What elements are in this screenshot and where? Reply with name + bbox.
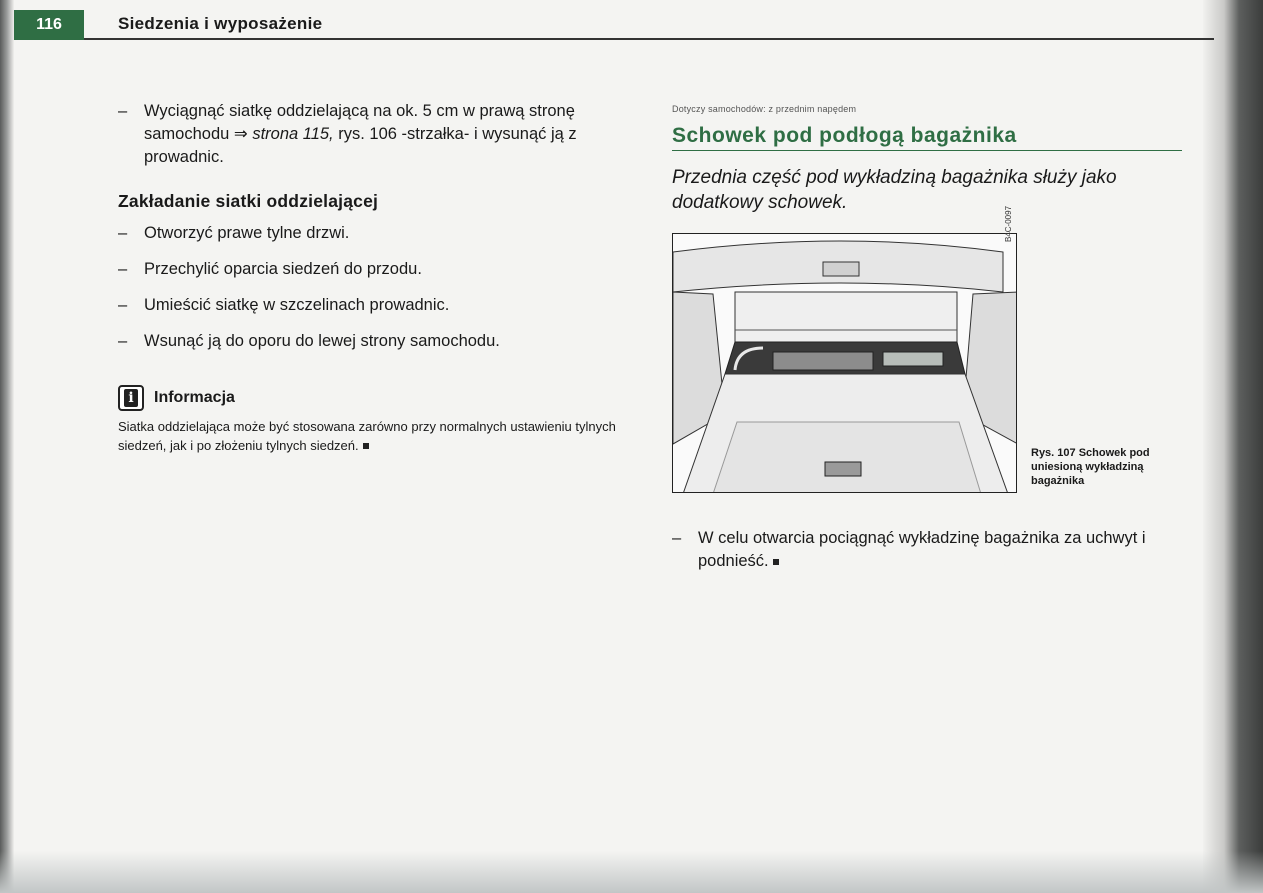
step-text: Przechylić oparcia siedzeń do przodu. <box>144 260 422 278</box>
info-note <box>118 385 633 455</box>
subheading: Zakładanie siatki oddzielającej <box>118 191 379 211</box>
instruction-step <box>118 100 633 169</box>
chapter-title: Siedzenia i wyposażenie <box>118 14 323 33</box>
bullet-dash: – <box>118 260 128 278</box>
list-item <box>118 222 633 245</box>
step-text: Wyciągnąć siatkę oddzielającą na ok. 5 cm w prawą stronę samochodu ⇒ <box>144 102 575 143</box>
step-text: W celu otwarcia pociągnąć wykładzinę bagażnika za uchwyt i podnieść. <box>698 529 1146 570</box>
figure-code: B4C-0097 <box>1004 205 1013 242</box>
page-reference-link[interactable]: strona 115, <box>252 125 334 143</box>
caption-text: Schowek pod uniesioną wykładziną bagażnika <box>1031 447 1150 487</box>
end-square-icon <box>363 443 369 449</box>
step-list <box>118 222 633 353</box>
caption-number: Rys. 107 <box>1031 447 1076 459</box>
bullet-dash: – <box>118 224 128 242</box>
bullet-dash: – <box>118 296 128 314</box>
info-icon: i <box>118 385 144 411</box>
trunk-drawing <box>673 234 1017 493</box>
left-column <box>118 100 633 366</box>
list-item <box>118 258 633 281</box>
instruction-step <box>672 527 1188 573</box>
step-text: Umieścić siatkę w szczelinach prowadnic. <box>144 296 450 314</box>
list-item <box>118 330 633 353</box>
applicability-note: Dotyczy samochodów: z przednim napędem <box>672 104 857 114</box>
section-title: Schowek pod podłogą bagażnika <box>672 124 1017 147</box>
bullet-dash: – <box>118 102 128 120</box>
info-title: Informacja <box>154 389 235 406</box>
page-number: 116 <box>14 10 84 40</box>
info-header <box>118 385 633 411</box>
step-text: Otworzyć prawe tylne drzwi. <box>144 224 350 242</box>
bullet-dash: – <box>672 529 682 547</box>
right-column <box>672 104 1182 215</box>
header-rule <box>84 38 1214 40</box>
end-square-icon <box>773 559 779 565</box>
step-text: Wsunąć ją do oporu do lewej strony samochodu. <box>144 332 500 350</box>
info-text <box>118 417 633 455</box>
bullet-dash: – <box>118 332 128 350</box>
step-text-cont: rys. 106 -strzałka- i wysunąć ją z prowadnic. <box>144 125 577 166</box>
binding-shadow <box>1203 0 1263 893</box>
figure-caption <box>1031 446 1161 488</box>
section-rule <box>672 150 1182 151</box>
trunk-illustration <box>672 233 1017 493</box>
bottom-shadow <box>0 851 1263 893</box>
info-body: Siatka oddzielająca może być stosowana zarówno przy normalnych ustawieniu tylnych siedzeń, jak i po złożeniu tylnych siedzeń. <box>118 419 616 453</box>
page-edge-shadow <box>0 0 14 893</box>
list-item <box>118 294 633 317</box>
lead-text: Przednia część pod wykładziną bagażnika służy jako dodatkowy schowek. <box>672 167 1117 213</box>
